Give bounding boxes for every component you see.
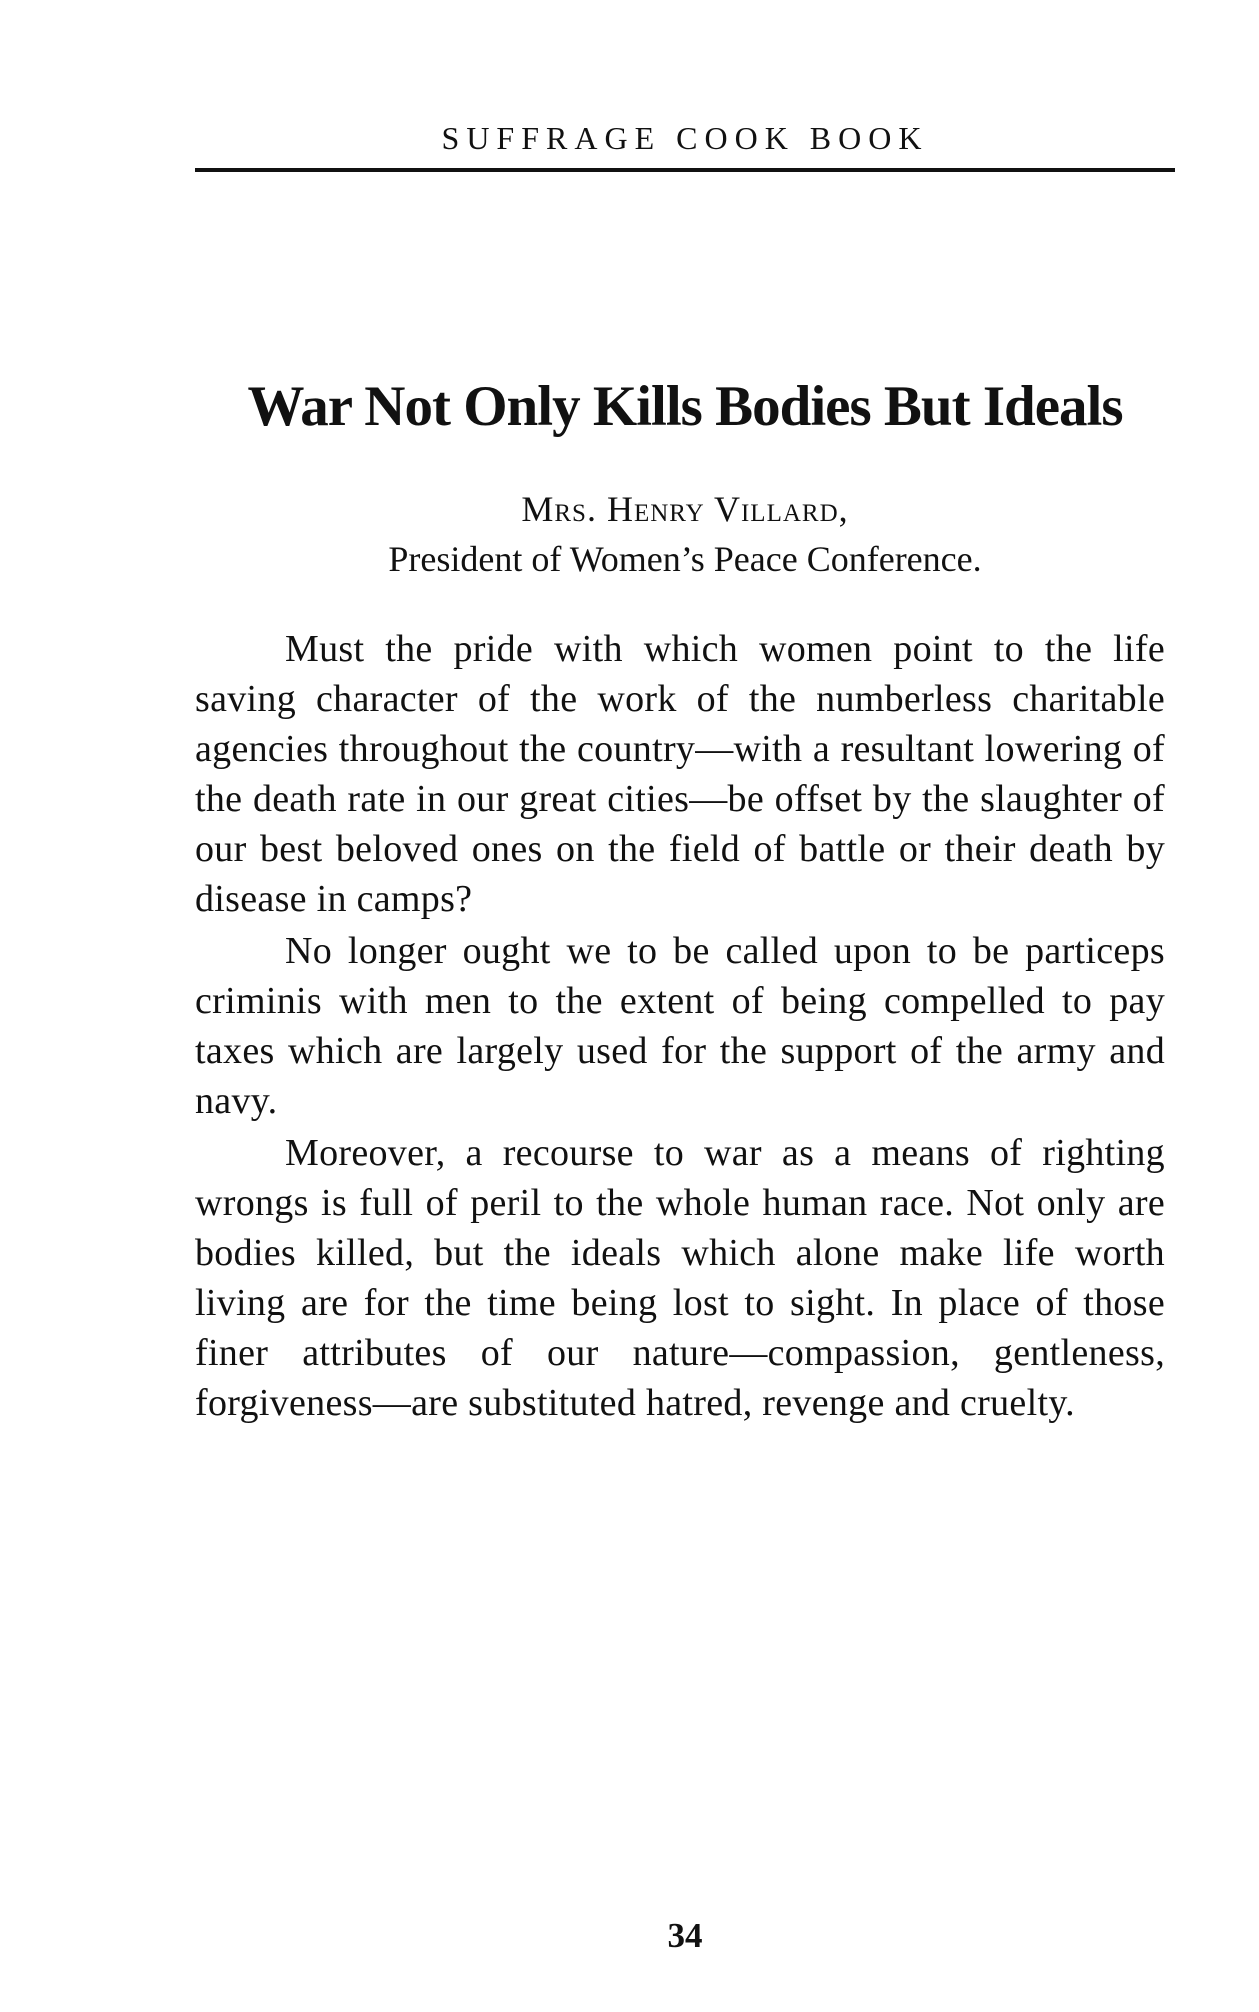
article-body [195, 624, 1165, 1430]
running-head: SUFFRAGE COOK BOOK [441, 120, 929, 156]
paragraph-1: Must the pride with which women point to the life saving character of the work of the numberless charitable agencies throughout the country—with a resultant lowering of the death rate in our great cities—be offset by the slaughter of our best beloved ones on the field of battle or their death by disease in camps? [195, 628, 1165, 920]
paragraph-2: No longer ought we to be called upon to be particeps criminis with men to the extent of being compelled to pay taxes which are largely used for the support of the army and navy. [195, 930, 1165, 1122]
byline [195, 484, 1175, 584]
paragraph-3: Moreover, a recourse to war as a means of righting wrongs is full of peril to the whole human race. Not only are bodies killed, but the ideals which alone make life worth living are for the time being lost to sight. In place of those finer attributes of our nature—compassion, gentleness, forgiveness—are substituted hatred, revenge and cruelty. [195, 1132, 1165, 1424]
article-title: War Not Only Kills Bodies But Ideals [247, 375, 1123, 438]
author-name: Mrs. Henry Villard, [521, 489, 849, 529]
page-number: 34 [667, 1916, 703, 1955]
author-role: President of Women’s Peace Conference. [388, 539, 982, 579]
header-rule [195, 168, 1175, 172]
